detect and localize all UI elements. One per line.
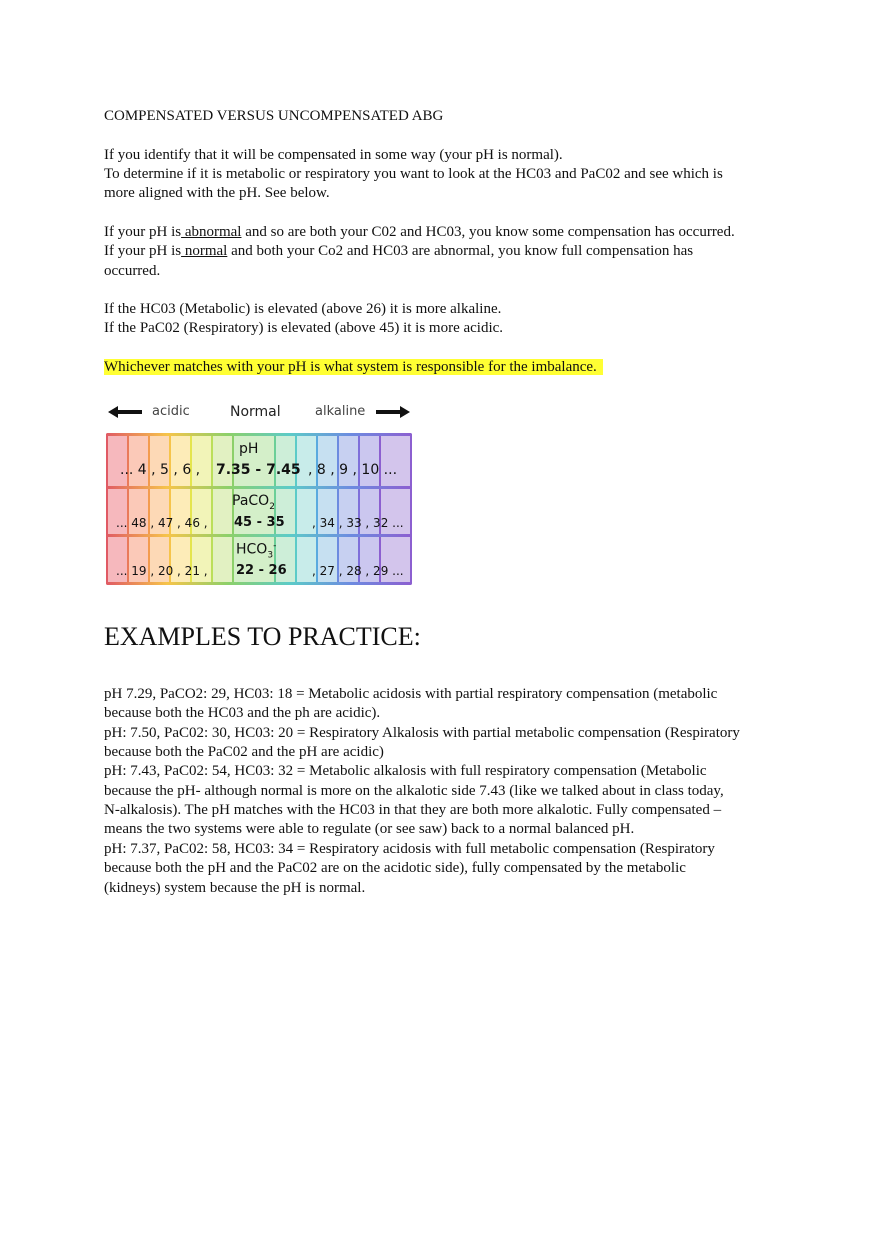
hco3-alkaline-values: , 27 , 28 , 29 ... [312, 564, 404, 578]
document-title: COMPENSATED VERSUS UNCOMPENSATED ABG [104, 108, 444, 124]
example-line: N-alkalosis). The pH matches with the HC03 in that they are both more alkalotic. Fully compensated – [104, 802, 722, 818]
scale-strip [169, 433, 190, 585]
rule-normal-cont: occurred. [104, 263, 161, 279]
scale-border [106, 433, 108, 585]
rule-text: and both your Co2 and HC03 are abnormal, you know full compensation has [227, 243, 694, 259]
scale-strip [337, 433, 358, 585]
ph-normal-range: 7.35 - 7.45 [216, 462, 301, 478]
scale-strip [148, 433, 169, 585]
scale-strip [316, 433, 337, 585]
rule-text: If your pH is [104, 243, 182, 259]
scale-divider [106, 582, 412, 585]
examples-heading: EXAMPLES TO PRACTICE: [104, 622, 421, 651]
scale-border [379, 433, 381, 585]
hco3-row-label [236, 541, 276, 560]
paco2-normal-range: 45 - 35 [234, 515, 285, 530]
alkaline-label: alkaline [315, 404, 366, 419]
paco2-subscript: 2 [269, 501, 275, 512]
scale-border [358, 433, 360, 585]
example-line: because both the PaC02 and the pH are acidic) [104, 744, 384, 760]
example-line: because the pH- although normal is more on the alkalotic side 7.43 (like we talked about in class today, [104, 783, 724, 799]
scale-strip [190, 433, 211, 585]
example-line: because both the HC03 and the ph are acidic). [104, 705, 381, 721]
rule-abnormal [104, 222, 735, 242]
acidic-label: acidic [152, 404, 190, 419]
paco2-label-text: PaCO [232, 493, 270, 509]
color-scale-grid [106, 433, 412, 585]
example-line: pH: 7.50, PaC02: 30, HC03: 20 = Respiratory Alkalosis with partial metabolic compensation (Respiratory [104, 725, 740, 741]
arrow-left-icon [108, 406, 142, 418]
scale-strip [295, 433, 316, 585]
rule-text: and so are both your C02 and HC03, you know some compensation has occurred. [241, 224, 735, 240]
scale-strip [379, 433, 412, 585]
intro-line-1: If you identify that it will be compensated in some way (your pH is normal). [104, 147, 563, 163]
scale-border [337, 433, 339, 585]
scale-strip [127, 433, 148, 585]
scale-border [148, 433, 150, 585]
hco3-normal-range: 22 - 26 [236, 563, 287, 578]
highlighted-text: Whichever matches with your pH is what system is responsible for the imbalance. [104, 359, 603, 375]
underlined-word: normal [181, 243, 228, 259]
hco3-subscript: 3 [267, 550, 274, 561]
normal-label: Normal [230, 404, 281, 420]
example-line: pH: 7.37, PaC02: 58, HC03: 34 = Respiratory acidosis with full metabolic compensation (Respiratory [104, 841, 715, 857]
scale-divider [106, 534, 412, 537]
hco3-label-text: HCO [236, 541, 268, 558]
intro-line-3: more aligned with the pH. See below. [104, 185, 330, 201]
scale-border [410, 433, 412, 585]
scale-border [316, 433, 318, 585]
example-line: (kidneys) system because the pH is normal. [104, 880, 366, 896]
scale-border [127, 433, 129, 585]
scale-strip [358, 433, 379, 585]
hco3-elevation: If the HC03 (Metabolic) is elevated (above 26) it is more alkaline. [104, 301, 502, 317]
intro-line-2: To determine if it is metabolic or respiratory you want to look at the HC03 and PaC02 and see which is [104, 166, 723, 182]
hco3-acidic-values: ... 19 , 20 , 21 , [116, 564, 208, 578]
scale-border [169, 433, 171, 585]
scale-divider [106, 486, 412, 489]
highlight-note [104, 357, 603, 377]
scale-divider [106, 433, 412, 436]
ph-alkaline-values: , 8 , 9 , 10 ... [308, 462, 398, 478]
rule-normal [104, 241, 693, 261]
example-line: pH 7.29, PaCO2: 29, HC03: 18 = Metabolic acidosis with partial respiratory compensation (metabolic [104, 686, 718, 702]
hco3-superscript: - [273, 541, 277, 551]
rule-text: If your pH is [104, 224, 182, 240]
arrow-right-icon [376, 406, 410, 418]
example-line: because both the pH and the PaC02 are on the acidotic side), fully compensated by the metabolic [104, 860, 686, 876]
scale-border [211, 433, 213, 585]
paco2-elevation: If the PaC02 (Respiratory) is elevated (above 45) it is more acidic. [104, 320, 504, 336]
scale-strip [211, 433, 232, 585]
ph-row-label: pH [239, 441, 259, 457]
example-line: pH: 7.43, PaC02: 54, HC03: 32 = Metabolic alkalosis with full respiratory compensation (Metabolic [104, 763, 707, 779]
scale-strip [106, 433, 127, 585]
scale-border [190, 433, 192, 585]
example-line: means the two systems were able to regulate (or see saw) back to a normal balanced pH. [104, 821, 635, 837]
underlined-word: abnormal [181, 224, 242, 240]
paco2-row-label [232, 493, 275, 512]
ph-acidic-values: ... 4 , 5 , 6 , [120, 462, 201, 478]
paco2-alkaline-values: , 34 , 33 , 32 ... [312, 516, 404, 530]
chart-legend [104, 400, 416, 426]
ph-range-chart [104, 400, 416, 590]
scale-border [295, 433, 297, 585]
paco2-acidic-values: ... 48 , 47 , 46 , [116, 516, 208, 530]
